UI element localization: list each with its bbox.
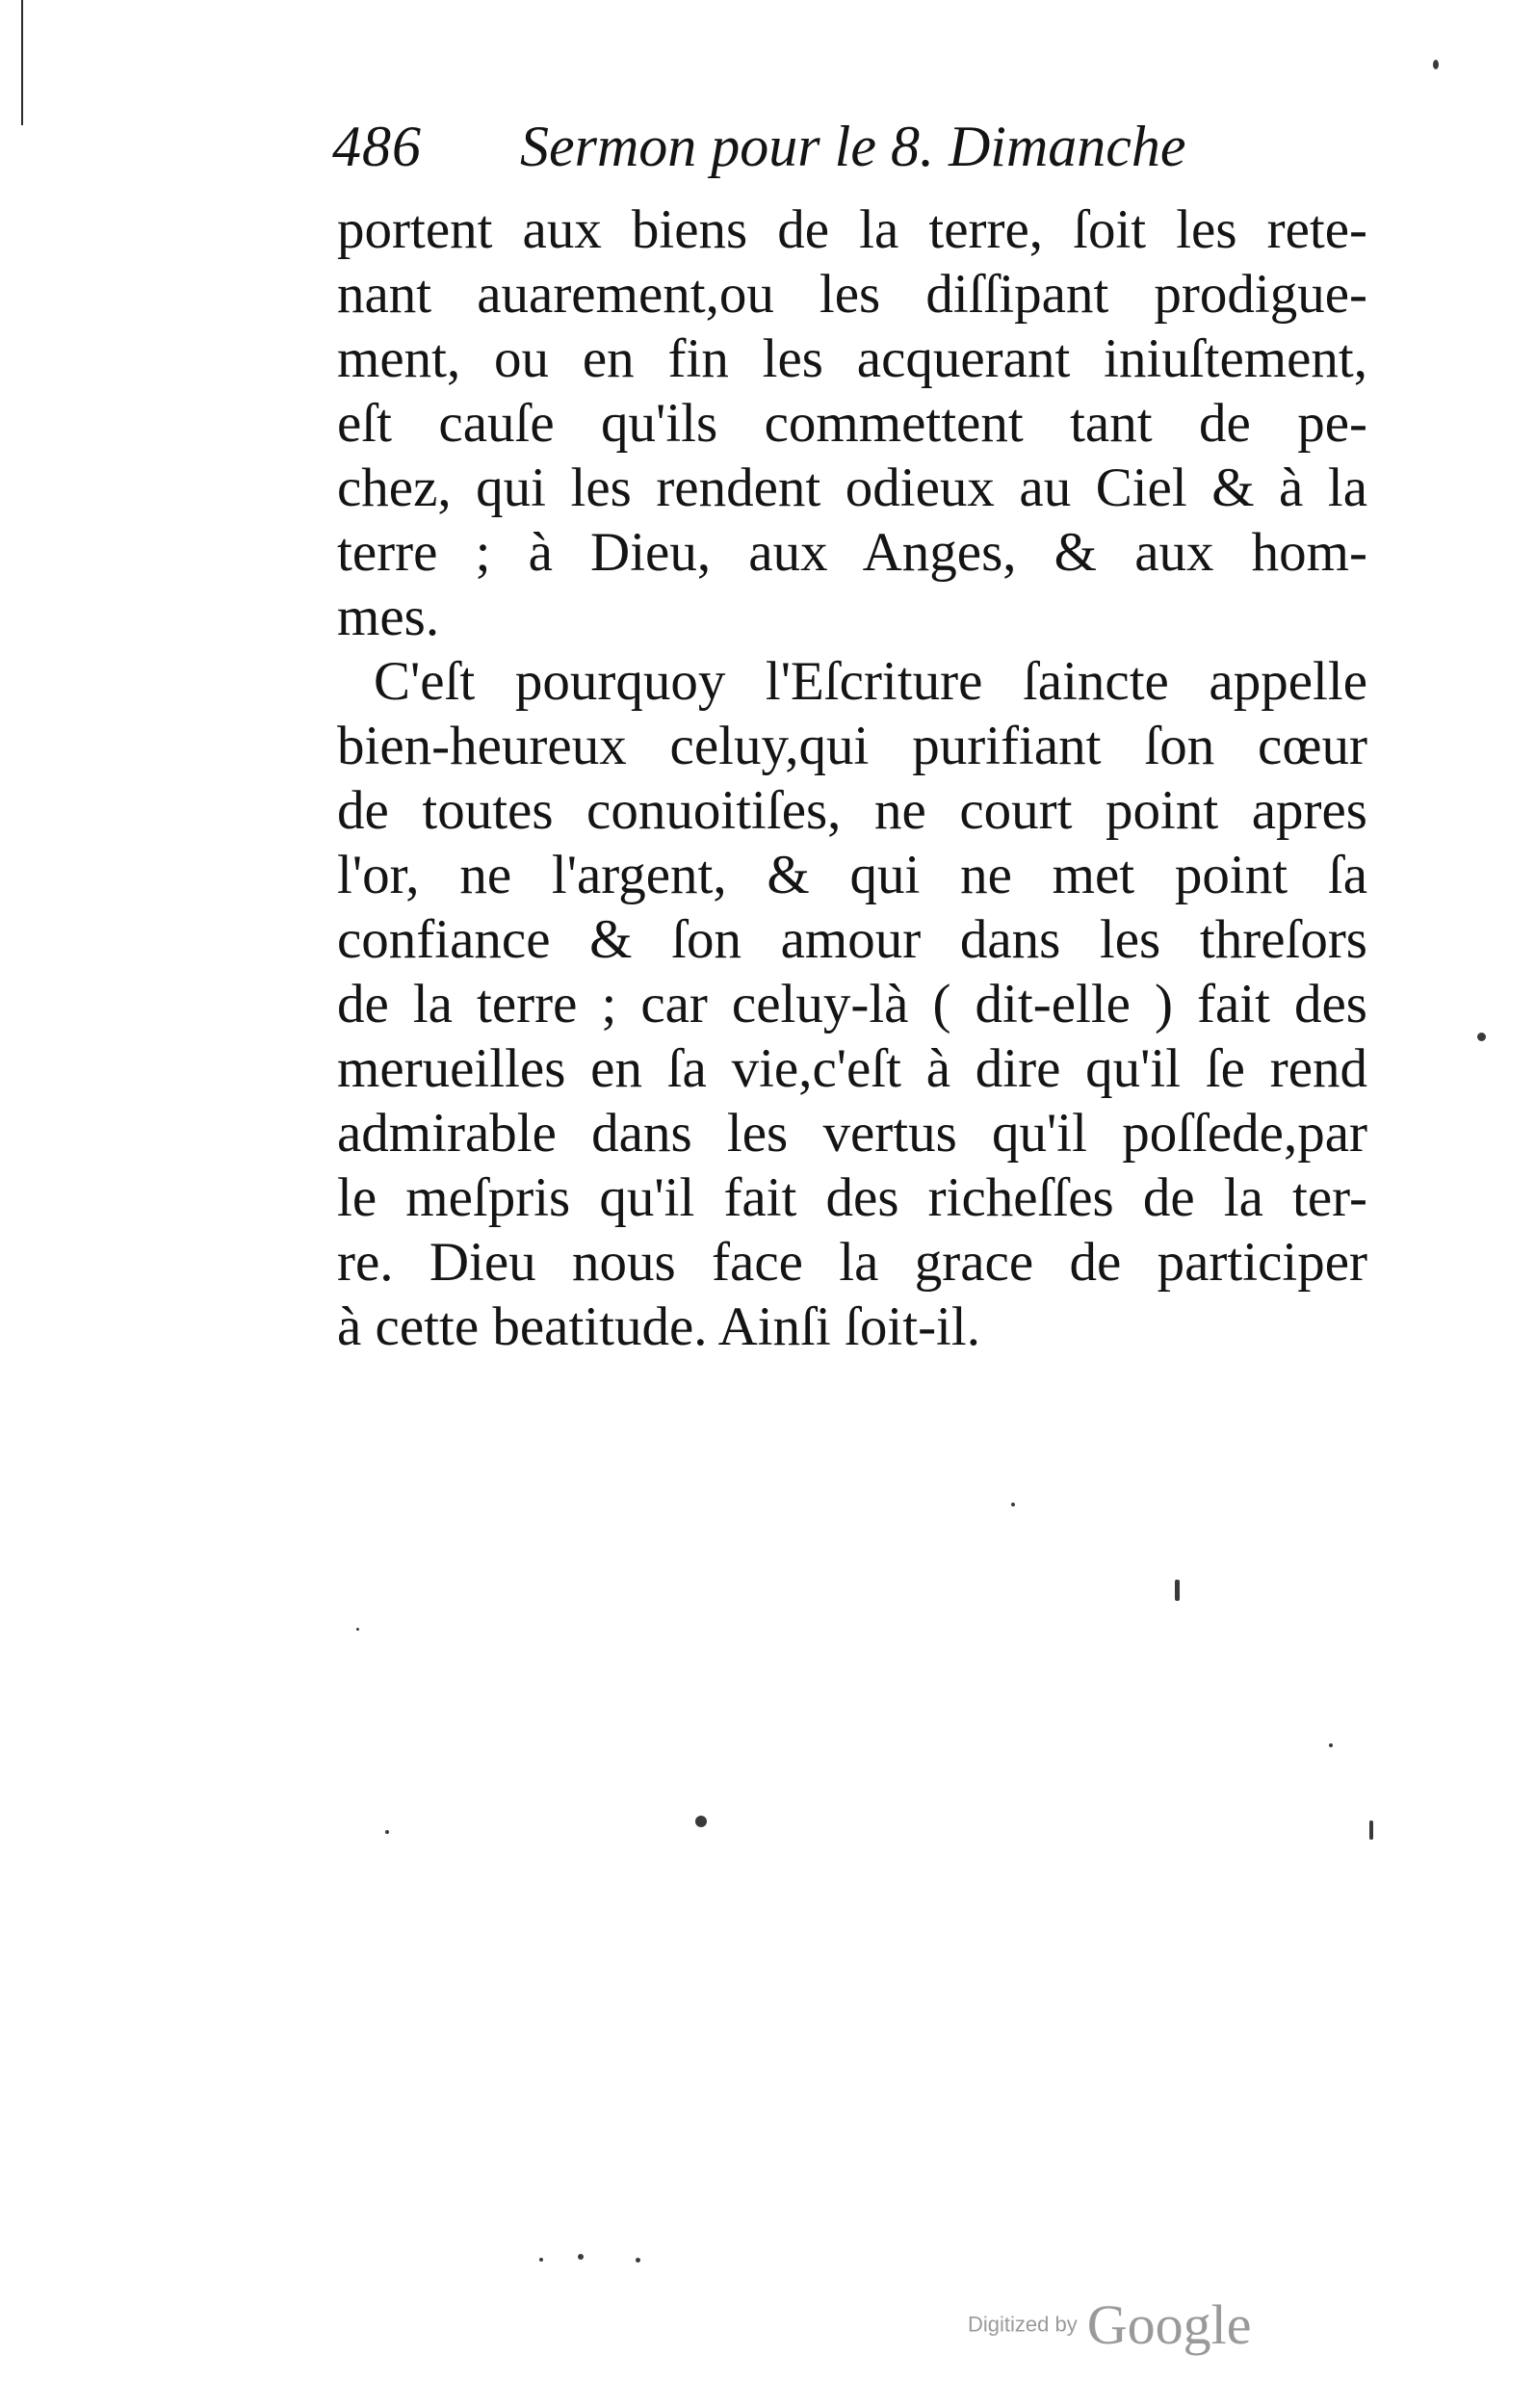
ink-speck: [1329, 1743, 1333, 1747]
ink-speck: [1369, 1820, 1373, 1840]
text-line: re. Dieu nous face la grace de participer: [337, 1232, 1367, 1293]
text-line: bien-heureux celuy,qui purifiant ſon cœur: [337, 716, 1367, 776]
running-head-title: Sermon pour le 8. Dimanche: [520, 115, 1186, 178]
text-line: mes.: [337, 587, 440, 647]
text-line: l'or, ne l'argent, & qui ne met point ſa: [337, 845, 1367, 905]
body-text: [337, 197, 1367, 1359]
ink-speck: [636, 2258, 640, 2263]
text-line: ment, ou en fin les acquerant iniuſtement,: [337, 328, 1367, 389]
ink-speck: [539, 2258, 543, 2262]
ink-speck: [1433, 60, 1439, 69]
text-line: merueilles en ſa vie,c'eſt à dire qu'il ſe rend: [337, 1038, 1367, 1099]
ink-speck: [1477, 1033, 1486, 1041]
paragraph-2: [337, 649, 1367, 1359]
page-edge-mark: [21, 0, 23, 125]
digitized-watermark: [968, 2292, 1251, 2357]
ink-speck: [1175, 1580, 1180, 1601]
ink-speck: [356, 1628, 359, 1631]
text-line: portent aux biens de la terre, ſoit les rete-: [337, 199, 1367, 260]
text-line: de toutes conuoitiſes, ne court point apres: [337, 780, 1367, 841]
running-head: [332, 114, 1363, 191]
paragraph-1: [337, 197, 1367, 649]
text-line: de la terre ; car celuy-là ( dit-elle ) fait des: [337, 974, 1367, 1034]
watermark-prefix: Digitized by: [968, 2312, 1078, 2337]
ink-speck: [385, 1830, 389, 1834]
text-line: terre ; à Dieu, aux Anges, & aux hom-: [337, 522, 1367, 583]
text-line: chez, qui les rendent odieux au Ciel & à la: [337, 458, 1367, 518]
ink-speck: [695, 1816, 707, 1827]
text-line: confiance & ſon amour dans les threſors: [337, 909, 1367, 970]
ink-speck: [578, 2254, 584, 2260]
ink-speck: [1011, 1503, 1015, 1506]
text-line: nant auarement,ou les diſſipant prodigue-: [337, 264, 1367, 325]
page-number: 486: [332, 115, 422, 178]
text-line: C'eſt pourquoy l'Eſcriture ſaincte appelle: [374, 651, 1367, 712]
google-logo: Google: [1086, 2293, 1252, 2356]
text-line: le meſpris qu'il fait des richeſſes de la ter-: [337, 1167, 1367, 1228]
text-line: à cette beatitude. Ainſi ſoit-il.: [337, 1296, 980, 1357]
text-line: eſt cauſe qu'ils commettent tant de pe-: [337, 393, 1367, 454]
text-line: admirable dans les vertus qu'il poſſede,par: [337, 1103, 1367, 1164]
